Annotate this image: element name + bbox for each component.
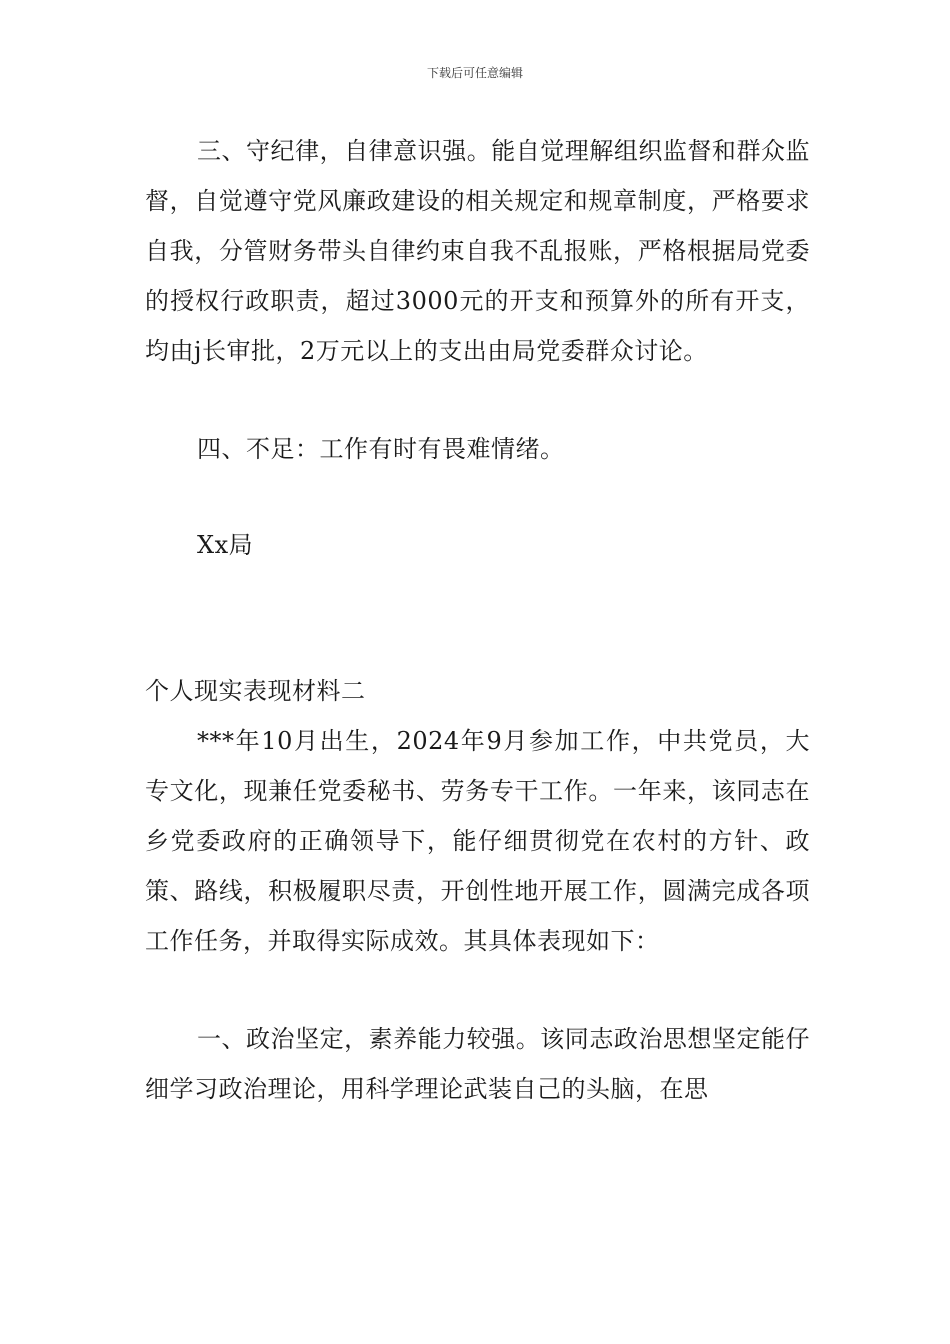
section-title: 个人现实表现材料二	[145, 677, 366, 705]
paragraph-political: 一、政治坚定，素养能力较强。该同志政治思想坚定能仔细学习政治理论，用科学理论武装自己的头脑，在思	[145, 1025, 810, 1103]
paragraph-spacer	[145, 966, 810, 1014]
paragraph-spacer	[145, 376, 810, 424]
document-body	[145, 126, 810, 1114]
paragraph-spacer	[145, 474, 810, 520]
paragraph-discipline: 三、守纪律，自律意识强。能自觉理解组织监督和群众监督，自觉遵守党风廉政建设的相关规定和规章制度，严格要求自我，分管财务带头自律约束自我不乱报账，严格根据局党委的授权行政职责，超过3000元的开支和预算外的所有开支，均由j长审批，2万元以上的支出由局党委群众讨论。	[145, 137, 810, 365]
paragraph-intro: ***年10月出生，2024年9月参加工作，中共党员，大专文化，现兼任党委秘书、劳务专干工作。一年来，该同志在乡党委政府的正确领导下，能仔细贯彻党在农村的方针、政策、路线，积极履职尽责，开创性地开展工作，圆满完成各项工作任务，并取得实际成效。其具体表现如下：	[145, 727, 810, 955]
paragraph-shortcomings: 四、不足：工作有时有畏难情绪。	[197, 435, 565, 463]
section-spacer	[145, 570, 810, 666]
signature-bureau: Xx局	[197, 531, 254, 559]
header-note: 下载后可任意编辑	[426, 66, 523, 80]
